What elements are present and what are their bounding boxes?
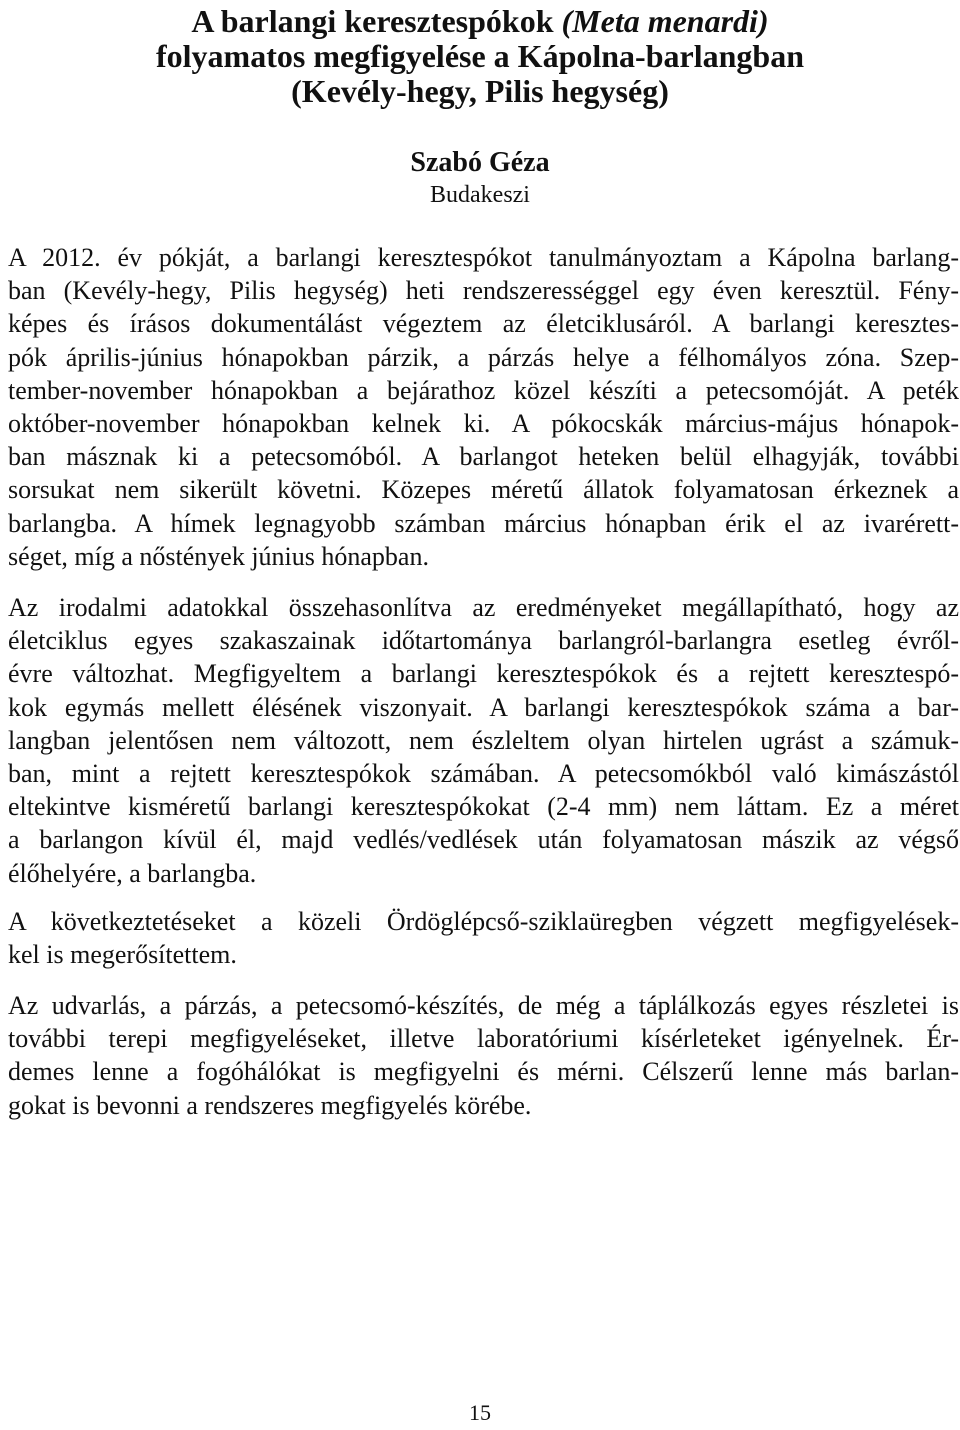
paragraph-4	[8, 989, 959, 1122]
paragraph-1	[8, 241, 959, 573]
title-line-1-text: A barlangi keresztespókok	[191, 3, 562, 39]
author-affiliation: Budakeszi	[430, 182, 530, 208]
text-line: A 2012. év pókját, a barlangi keresztespókot tanulmányoztam a Kápolna barlang-	[8, 243, 959, 272]
text-line: a barlangon kívül él, majd vedlés/vedlések után folyamatosan mászik az végső	[8, 825, 959, 855]
text-line: eltekintve kisméretű barlangi keresztespókokat (2-4 mm) nem láttam. Ez a méret	[8, 792, 959, 822]
title-line-3: (Kevély-hegy, Pilis hegység)	[291, 73, 669, 109]
text-line: gokat is bevonni a rendszeres megfigyelés körébe.	[8, 1090, 532, 1120]
article-title	[0, 4, 960, 109]
text-line: tember-november hónapokban a bejárathoz közel készíti a petecsomóját. A peték	[8, 375, 959, 405]
title-line-1	[0, 4, 960, 39]
text-line: Az irodalmi adatokkal összehasonlítva az eredményeket megállapítható, hogy az	[8, 593, 959, 622]
text-line: ban (Kevély-hegy, Pilis hegység) heti rendszerességgel egy éven keresztül. Fény-	[8, 276, 959, 306]
text-line: ban másznak ki a petecsomóból. A barlangot heteken belül elhagyják, további	[8, 442, 959, 472]
text-line: Az udvarlás, a párzás, a petecsomó-készítés, de még a táplálkozás egyes részletei is	[8, 991, 959, 1020]
text-line: kok egymás mellett élésének viszonyait. A barlangi keresztespókok száma a bar-	[8, 692, 959, 722]
text-line: sorsukat nem sikerült követni. Közepes méretű állatok folyamatosan érkeznek a	[8, 475, 959, 505]
text-line: élőhelyére, a barlangba.	[8, 858, 257, 888]
text-line: évre változhat. Megfigyeltem a barlangi keresztespókok és a rejtett keresztespó-	[8, 659, 959, 689]
text-line: A következtetéseket a közeli Ördöglépcső-sziklaüregben végzett megfigyelések-	[8, 907, 959, 936]
text-line: ban, mint a rejtett keresztespókok számában. A petecsomókból való kimászástól	[8, 758, 959, 788]
text-line: életciklus egyes szakaszainak időtartománya barlangról-barlangra esetleg évről-	[8, 626, 959, 656]
text-line: langban jelentősen nem változott, nem észleltem olyan hirtelen ugrást a számuk-	[8, 725, 959, 755]
text-line: képes és írásos dokumentálást végeztem az életciklusáról. A barlangi keresztes-	[8, 309, 959, 339]
text-line: barlangba. A hímek legnagyobb számban március hónapban érik el az ivarérett-	[8, 508, 959, 538]
title-line-2: folyamatos megfigyelése a Kápolna-barlangban	[156, 38, 804, 74]
text-line: demes lenne a fogóhálókat is megfigyelni és mérni. Célszerű lenne más barlan-	[8, 1057, 959, 1087]
paragraph-2	[8, 591, 959, 890]
text-line: pók április-június hónapokban párzik, a párzás helye a félhomályos zóna. Szep-	[8, 342, 959, 372]
text-line: séget, míg a nőstények június hónapban.	[8, 541, 429, 571]
species-name: (Meta menardi)	[561, 3, 769, 39]
text-line: kel is megerősítettem.	[8, 940, 237, 970]
page-number: 15	[469, 1400, 491, 1425]
paragraph-3	[8, 905, 959, 971]
text-line: további terepi megfigyeléseket, illetve laboratóriumi kísérleteket igényelnek. Ér-	[8, 1024, 959, 1054]
author-name: Szabó Géza	[410, 147, 550, 178]
text-line: október-november hónapokban kelnek ki. A pókocskák március-május hónapok-	[8, 408, 959, 438]
